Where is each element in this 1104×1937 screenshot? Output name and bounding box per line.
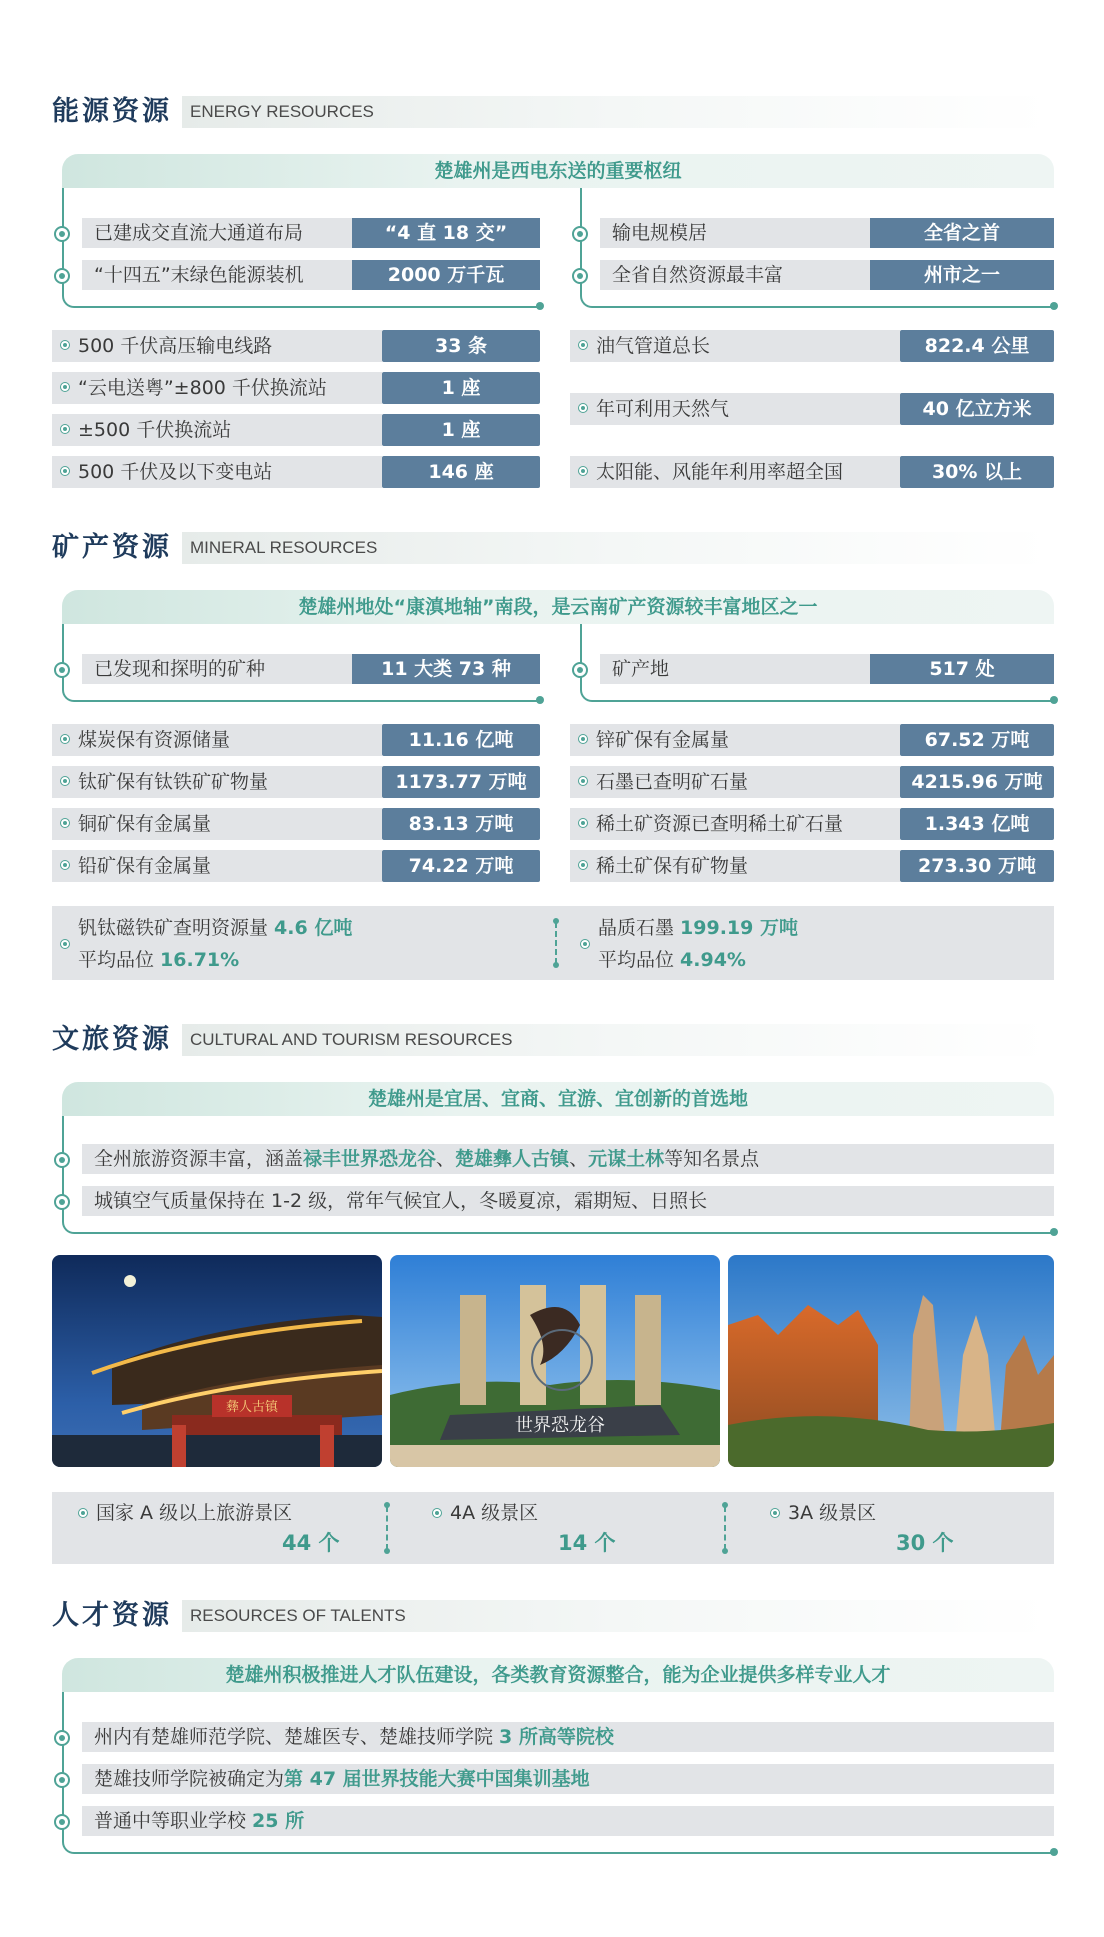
energy-row-value: 146 座	[382, 456, 540, 488]
talent-row: 普通中等职业学校 25 所	[82, 1806, 1054, 1836]
bullet-node	[54, 1730, 70, 1746]
energy-row-value: 1 座	[382, 414, 540, 446]
bullet-icon	[578, 818, 588, 828]
bullet-icon	[60, 860, 70, 870]
talent-banner: 楚雄州积极推进人才队伍建设，各类教育资源整合，能为企业提供多样专业人才	[62, 1658, 1054, 1692]
bullet-node	[54, 1152, 70, 1168]
mineral-row-label: 锌矿保有金属量	[570, 724, 900, 756]
bullet-icon	[60, 466, 70, 476]
bullet-icon	[578, 734, 588, 744]
frame-end-dot	[1050, 302, 1058, 310]
mineral-row-value: 4215.96 万吨	[900, 766, 1054, 798]
mineral-row-value: 273.30 万吨	[900, 850, 1054, 882]
mineral-section-header	[52, 528, 1052, 568]
stat-3a: 3A 级景区	[788, 1498, 876, 1528]
bullet-node	[54, 1772, 70, 1788]
mineral-title-en: MINERAL RESOURCES	[182, 532, 1050, 564]
mineral-row-value: 67.52 万吨	[900, 724, 1054, 756]
talent-row: 楚雄技师学院被确定为第 47 届世界技能大赛中国集训基地	[82, 1764, 1054, 1794]
bullet-icon	[578, 466, 588, 476]
talent-row: 州内有楚雄师范学院、楚雄医专、楚雄技师学院 3 所高等院校	[82, 1722, 1054, 1752]
energy-row-label: 500 千伏及以下变电站	[52, 456, 382, 488]
mineral-row-label: 铜矿保有金属量	[52, 808, 382, 840]
mineral-key-value: 517 处	[870, 654, 1054, 684]
bullet-icon	[60, 776, 70, 786]
bullet-icon	[78, 1508, 88, 1518]
energy-row-label: 年可利用天然气	[570, 393, 900, 425]
energy-banner: 楚雄州是西电东送的重要枢纽	[62, 154, 1054, 188]
bullet-icon	[578, 403, 588, 413]
tourism-title-en: CULTURAL AND TOURISM RESOURCES	[182, 1024, 1050, 1056]
energy-section-header	[52, 92, 1052, 132]
bullet-icon	[770, 1508, 780, 1518]
bullet-icon	[432, 1508, 442, 1518]
energy-key-frame-right	[580, 188, 1056, 308]
mineral-banner: 楚雄州地处“康滇地轴”南段，是云南矿产资源较丰富地区之一	[62, 590, 1054, 624]
frame-end-dot	[1050, 1848, 1058, 1856]
energy-key-label: 输电规模居	[600, 218, 870, 248]
energy-row-label: ±500 千伏换流站	[52, 414, 382, 446]
bullet-node	[54, 1814, 70, 1830]
energy-key-value: “4 直 18 交”	[352, 218, 540, 248]
energy-title-cn: 能源资源	[52, 96, 172, 127]
photo-dinosaur-valley	[390, 1255, 720, 1467]
stat-a-level: 国家 A 级以上旅游景区	[96, 1498, 292, 1528]
bullet-icon	[60, 424, 70, 434]
bullet-icon	[60, 382, 70, 392]
mineral-row-label: 铅矿保有金属量	[52, 850, 382, 882]
energy-key-value: 州市之一	[870, 260, 1054, 290]
energy-key-value: 2000 万千瓦	[352, 260, 540, 290]
bullet-icon	[60, 340, 70, 350]
mineral-row-value: 11.16 亿吨	[382, 724, 540, 756]
tourism-line-1: 全州旅游资源丰富，涵盖禄丰世界恐龙谷、楚雄彝人古镇、元谋土林等知名景点	[82, 1144, 1054, 1174]
energy-title-en: ENERGY RESOURCES	[182, 96, 1050, 128]
bullet-icon	[580, 939, 590, 949]
stats-divider	[724, 1506, 726, 1550]
tourism-section-header	[52, 1020, 1052, 1060]
stat-4a: 4A 级景区	[450, 1498, 538, 1528]
bullet-node	[572, 662, 588, 678]
mineral-summary-right: 晶质石墨 199.19 万吨 平均品位 4.94%	[598, 917, 798, 971]
energy-key-label: 已建成交直流大通道布局	[82, 218, 352, 248]
bullet-node	[572, 268, 588, 284]
energy-row-label: 500 千伏高压输电线路	[52, 330, 382, 362]
mineral-key-label: 矿产地	[600, 654, 870, 684]
energy-row-value: 33 条	[382, 330, 540, 362]
mineral-row-value: 83.13 万吨	[382, 808, 540, 840]
talent-section-header	[52, 1596, 1052, 1636]
stat-3a-value: 30 个	[896, 1531, 954, 1555]
photo-yiren-ancient-town	[52, 1255, 382, 1467]
tourism-frame	[62, 1116, 1056, 1234]
mineral-key-value: 11 大类 73 种	[352, 654, 540, 684]
energy-key-label: “十四五”末绿色能源装机	[82, 260, 352, 290]
energy-key-value: 全省之首	[870, 218, 1054, 248]
mineral-row-value: 74.22 万吨	[382, 850, 540, 882]
photo-sign-text: 世界恐龙谷	[515, 1415, 605, 1436]
tourism-banner: 楚雄州是宜居、宜商、宜游、宜创新的首选地	[62, 1082, 1054, 1116]
tourism-title-cn: 文旅资源	[52, 1024, 172, 1055]
tourism-line-2: 城镇空气质量保持在 1-2 级，常年气候宜人，冬暖夏凉，霜期短、日照长	[82, 1186, 1054, 1216]
frame-end-dot	[536, 302, 544, 310]
mineral-summary-box	[52, 906, 1054, 980]
bullet-node	[572, 226, 588, 242]
bullet-node	[54, 1194, 70, 1210]
frame-end-dot	[1050, 696, 1058, 704]
tourism-stats-box	[52, 1492, 1054, 1564]
mineral-row-value: 1.343 亿吨	[900, 808, 1054, 840]
mineral-row-label: 石墨已查明矿石量	[570, 766, 900, 798]
energy-row-value: 1 座	[382, 372, 540, 404]
mineral-row-value: 1173.77 万吨	[382, 766, 540, 798]
energy-key-frame-left	[62, 188, 542, 308]
bullet-node	[54, 226, 70, 242]
energy-key-label: 全省自然资源最丰富	[600, 260, 870, 290]
bullet-icon	[60, 939, 70, 949]
photo-yuanmou-earth-forest	[728, 1255, 1054, 1467]
mineral-key-label: 已发现和探明的矿种	[82, 654, 352, 684]
talent-title-en: RESOURCES OF TALENTS	[182, 1600, 1050, 1632]
bullet-icon	[578, 776, 588, 786]
energy-row-value: 822.4 公里	[900, 330, 1054, 362]
mineral-row-label: 煤炭保有资源储量	[52, 724, 382, 756]
mineral-summary-left: 钒钛磁铁矿查明资源量 4.6 亿吨 平均品位 16.71%	[78, 917, 353, 971]
bullet-node	[54, 662, 70, 678]
stat-4a-value: 14 个	[558, 1531, 616, 1555]
summary-divider	[555, 922, 557, 964]
energy-row-value: 30% 以上	[900, 456, 1054, 488]
energy-row-label: 油气管道总长	[570, 330, 900, 362]
bullet-icon	[578, 860, 588, 870]
mineral-row-label: 稀土矿资源已查明稀土矿石量	[570, 808, 900, 840]
talent-title-cn: 人才资源	[52, 1600, 172, 1631]
stat-a-level-value: 44 个	[282, 1531, 340, 1555]
bullet-node	[54, 268, 70, 284]
frame-end-dot	[536, 696, 544, 704]
photo-sign-text: 彝人古镇	[225, 1400, 279, 1415]
energy-row-value: 40 亿立方米	[900, 393, 1054, 425]
bullet-icon	[60, 734, 70, 744]
energy-row-label: “云电送粤”±800 千伏换流站	[52, 372, 382, 404]
frame-end-dot	[1050, 1228, 1058, 1236]
mineral-title-cn: 矿产资源	[52, 532, 172, 563]
energy-row-label: 太阳能、风能年利用率超全国	[570, 456, 900, 488]
bullet-icon	[578, 340, 588, 350]
bullet-icon	[60, 818, 70, 828]
mineral-row-label: 稀土矿保有矿物量	[570, 850, 900, 882]
mineral-row-label: 钛矿保有钛铁矿矿物量	[52, 766, 382, 798]
stats-divider	[386, 1506, 388, 1550]
